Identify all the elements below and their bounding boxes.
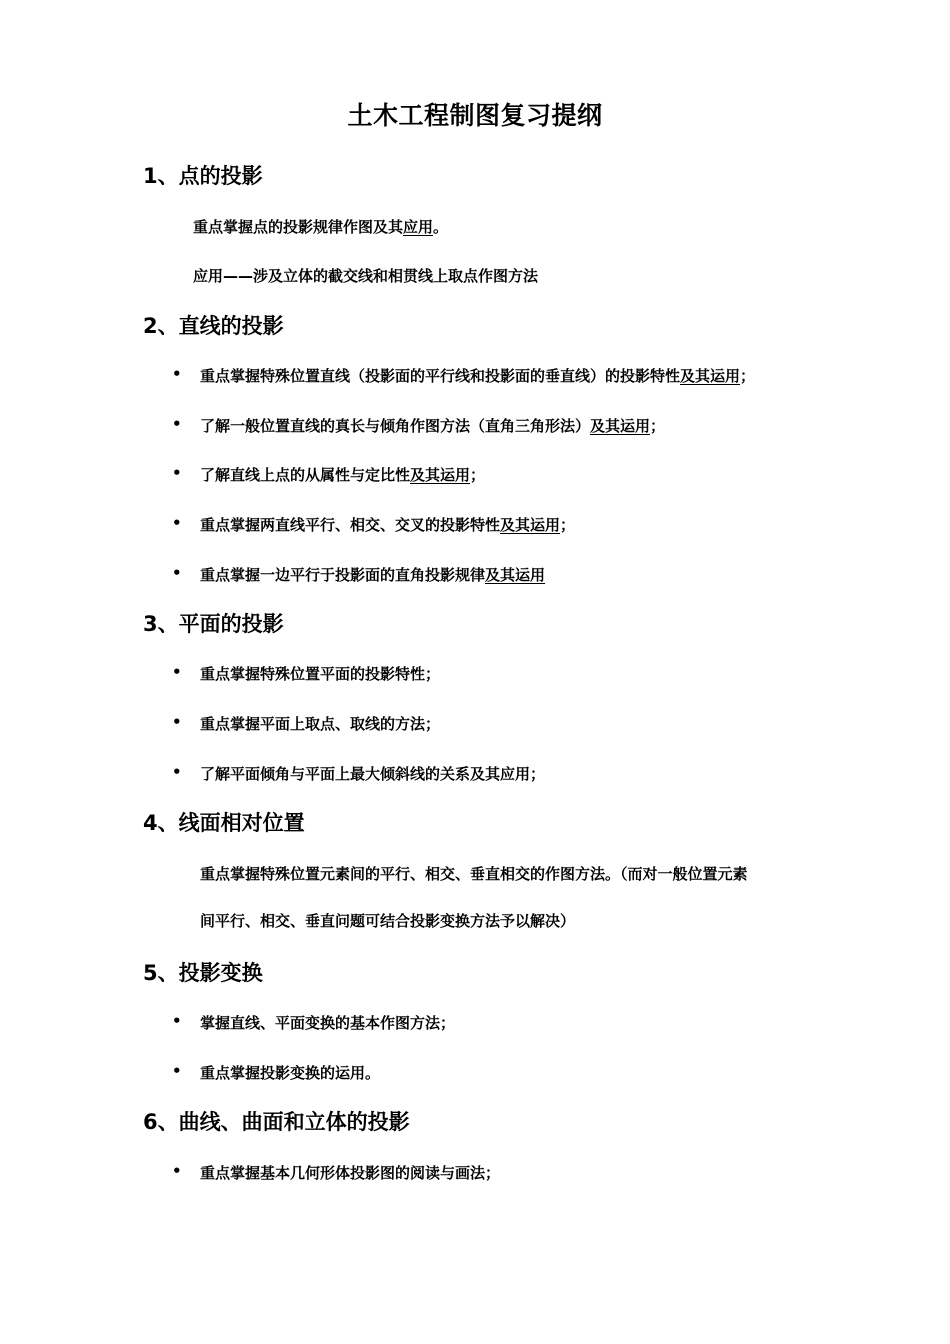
paragraph: 重点掌握点的投影规律作图及其应用。 (193, 218, 449, 236)
bullet-marker: • (172, 365, 182, 383)
section-heading-3: 3、平面的投影 (143, 612, 284, 636)
list-item: 了解直线上点的从属性与定比性及其运用； (200, 466, 486, 484)
paragraph: 应用——涉及立体的截交线和相贯线上取点作图方法 (193, 267, 539, 285)
list-item: 重点掌握特殊位置直线（投影面的平行线和投影面的垂直线）的投影特性及其运用； (200, 367, 756, 385)
list-item: 重点掌握特殊位置平面的投影特性； (200, 665, 441, 683)
bullet-marker: • (172, 713, 182, 731)
list-item: 重点掌握一边平行于投影面的直角投影规律及其运用 (200, 566, 546, 584)
list-item: 了解平面倾角与平面上最大倾斜线的关系及其应用； (200, 765, 546, 783)
paragraph: 重点掌握特殊位置元素间的平行、相交、垂直相交的作图方法。（而对一般位置元素 (200, 865, 748, 883)
list-item: 重点掌握平面上取点、取线的方法； (200, 715, 441, 733)
list-item: 重点掌握两直线平行、相交、交叉的投影特性及其运用； (200, 516, 576, 534)
bullet-marker: • (172, 415, 182, 433)
bullet-marker: • (172, 763, 182, 781)
paragraph: 间平行、相交、垂直问题可结合投影变换方法予以解决） (200, 912, 576, 930)
section-heading-5: 5、投影变换 (143, 961, 263, 985)
section-heading-2: 2、直线的投影 (143, 314, 284, 338)
bullet-marker: • (172, 514, 182, 532)
bullet-marker: • (172, 663, 182, 681)
document-title: 土木工程制图复习提纲 (347, 101, 603, 130)
list-item: 掌握直线、平面变换的基本作图方法； (200, 1014, 456, 1032)
bullet-marker: • (172, 564, 182, 582)
bullet-marker: • (172, 1162, 182, 1180)
list-item: 重点掌握投影变换的运用。 (200, 1064, 381, 1082)
section-heading-4: 4、线面相对位置 (143, 811, 305, 835)
section-heading-1: 1、点的投影 (143, 164, 263, 188)
list-item: 重点掌握基本几何形体投影图的阅读与画法； (200, 1164, 501, 1182)
bullet-marker: • (172, 1012, 182, 1030)
list-item: 了解一般位置直线的真长与倾角作图方法（直角三角形法）及其运用； (200, 417, 666, 435)
bullet-marker: • (172, 464, 182, 482)
bullet-marker: • (172, 1062, 182, 1080)
section-heading-6: 6、曲线、曲面和立体的投影 (143, 1110, 410, 1134)
